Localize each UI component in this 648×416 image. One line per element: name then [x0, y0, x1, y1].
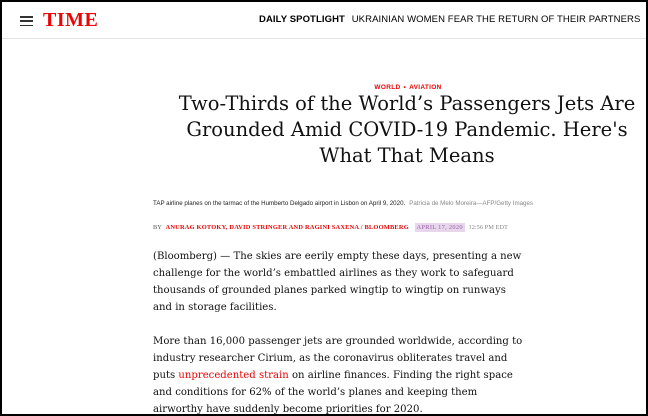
daily-spotlight — [259, 14, 640, 25]
article-body — [153, 248, 523, 416]
section-link-aviation[interactable]: AVIATION — [409, 84, 442, 91]
unprecedented-strain-link[interactable]: unprecedented strain — [178, 370, 289, 381]
article-headline: Two-Thirds of the World’s Passengers Jets Are Grounded Amid COVID-19 Pandemic. Here's What That Means — [178, 92, 636, 167]
byline-authors[interactable]: ANURAG KOTOKY, DAVID STRINGER AND RAGINI SAXENA / BLOOMBERG — [165, 224, 409, 231]
menu-line — [20, 25, 33, 27]
hamburger-menu-icon[interactable] — [20, 16, 33, 26]
site-header — [2, 2, 646, 39]
photo-caption — [153, 200, 533, 207]
paragraph-2-text-a: More than 16,000 passenger jets are grounded worldwide, according to industry researcher Cirium, as the coronavirus obliterates travel and puts — [153, 336, 523, 381]
byline-prefix: BY — [153, 224, 162, 231]
time-logo[interactable]: TIME — [43, 9, 99, 31]
paragraph-1: (Bloomberg) — The skies are eerily empty these days, presenting a new challenge for the world’s embattled airlines as they work to safeguard thousands of grounded planes parked wingtip to wingtip on runways and in storage facilities. — [153, 251, 522, 313]
caption-text: TAP airline planes on the tarmac of the Humberto Delgado airport in Lisbon on April 9, 2020. — [153, 200, 406, 207]
section-link-world[interactable]: WORLD — [374, 84, 401, 91]
article-byline — [153, 224, 508, 231]
photo-credit: Patricia de Melo Moreira—AFP/Getty Images — [409, 200, 534, 207]
paragraph-2 — [153, 333, 523, 416]
section-separator: • — [403, 84, 407, 91]
spotlight-label: DAILY SPOTLIGHT — [259, 14, 345, 25]
paragraph-2-text-b: on airline finances. Finding the right space and conditions for 62% of the world’s planes and keeping them airworthy have suddenly become priorities for 2020. — [153, 370, 513, 415]
spotlight-link[interactable]: UKRAINIAN WOMEN FEAR THE RETURN OF THEIR PARTNERS — [351, 14, 641, 25]
publish-time: 12:56 PM EDT — [468, 224, 508, 231]
publish-date: APRIL 17, 2020 — [416, 224, 463, 231]
menu-line — [20, 20, 33, 22]
menu-line — [20, 16, 33, 18]
section-tags — [374, 84, 441, 91]
